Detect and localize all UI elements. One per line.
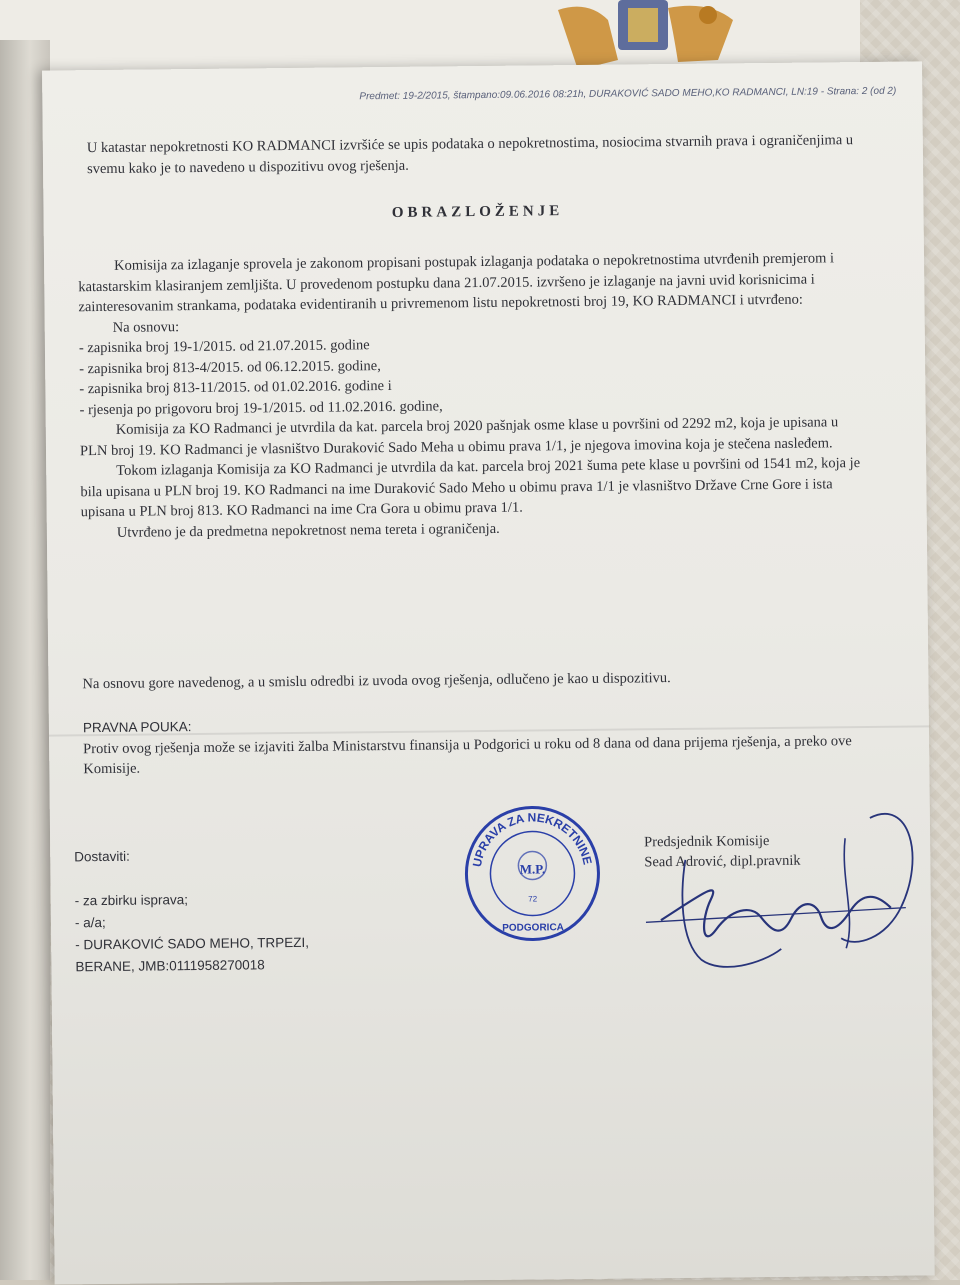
coat-of-arms-fragment	[548, 0, 738, 72]
delivery-item: - za zbirku isprava;	[74, 892, 189, 909]
legal-remedy	[83, 710, 874, 780]
signatory-name: Sead Adrović, dipl.pravnik	[644, 852, 801, 871]
explanation-body	[78, 248, 861, 543]
delivery-title: Dostaviti:	[74, 848, 130, 865]
legal-remedy-text: Protiv ovog rješenja može se izjaviti žalba Ministarstvu finansija u Podgorici u roku od 8 dana od dana prijema rješenja, a preko ove Komisije.	[83, 732, 852, 778]
paragraph-parcel-2020: Komisija za KO Radmanci je utvrdila da kat. parcela broj 2020 pašnjak osme klase u površini od 2292 m2, koja je upisana u PLN broj 19. KO Radmanci je vlasništvo Duraković Sado Meha u obimu prava 1/1, je njegova imovina koja je stečena nasleđem.	[79, 414, 839, 459]
section-title: OBRAZLOŽENJE	[391, 203, 564, 221]
delivery-item: - a/a;	[74, 914, 106, 931]
document-sheet	[42, 61, 935, 1284]
svg-text:M.P.: M.P.	[519, 861, 546, 877]
svg-text:PODGORICA: PODGORICA	[502, 922, 564, 934]
decision-statement: Na osnovu gore navedenog, a u smislu odredbi iz uvoda ovog rješenja, odlučeno je kao u dispozitivu.	[82, 670, 671, 693]
delivery-item: - DURAKOVIĆ SADO MEHO, TRPEZI,	[75, 934, 310, 953]
paragraph-encumbrances: Utvrđeno je da predmetna nepokretnost nema tereta i ograničenja.	[116, 520, 500, 541]
handwritten-signature	[640, 797, 922, 970]
page-header: Predmet: 19-2/2015, štampano:09.06.2016 08:21h, DURAKOVIĆ SADO MEHO,KO RADMANCI, LN:19 - Strana: 2 (od 2)	[359, 85, 897, 103]
delivery-item: BERANE, JMB:0111958270018	[75, 957, 265, 975]
basis-item: - zapisnika broj 813-4/2015. od 06.12.2015. godine,	[79, 357, 381, 377]
paragraph-procedure: Komisija za izlaganje sprovela je zakonom propisani postupak izlaganja podataka o nepokretnostima utvrđenih premjerom i katastarskim klasiranjem zemljišta. U provedenom postupku dana 21.07.2015. izvršeno je izlaganje na javni uvid korisnicima i zainteresovanim strankama, podataka evidentiranih u privremenom listu nepokretnosti broj 19, KO RADMANCI i utvrđeno:	[78, 250, 835, 316]
paragraph-parcel-2021: Tokom izlaganja Komisija za KO Radmanci je utvrdila da kat. parcela broj 2021 šuma pete klase u površini od 1541 m2, koja je bila upisana u PLN broj 19. KO Radmanci na ime Duraković Sado Meho u obimu prava 1/1 je vlasništvo Države Crne Gore i ista upisana u PLN broj 813. KO Radmanci na ime Cra Gora u obimu prava 1/1.	[80, 455, 861, 521]
official-stamp	[462, 803, 603, 944]
svg-text:UPRAVA ZA NEKRETNINE: UPRAVA ZA NEKRETNINE	[469, 810, 595, 869]
signatory-role: Predsjednik Komisije	[644, 833, 770, 851]
page-curl	[0, 40, 50, 1280]
delivery-list	[74, 843, 435, 979]
basis-item: - zapisnika broj 19-1/2015. od 21.07.2015. godine	[78, 337, 370, 357]
svg-text:72: 72	[528, 894, 538, 904]
intro-paragraph: U katastar nepokretnosti KO RADMANCI izvršiće se upis podataka o nepokretnostima, nosiocima stvarnih prava i ograničenjima u svemu kako je to navedeno u dispozitivu ovog rješenja.	[86, 132, 854, 177]
basis-item: - rjesenja po prigovoru broj 19-1/2015. od 11.02.2016. godine,	[79, 397, 443, 418]
legal-remedy-title: PRAVNA POUKA:	[82, 719, 192, 736]
basis-item: - zapisnika broj 813-11/2015. od 01.02.2016. godine i	[79, 377, 392, 398]
basis-label: Na osnovu:	[112, 318, 180, 336]
